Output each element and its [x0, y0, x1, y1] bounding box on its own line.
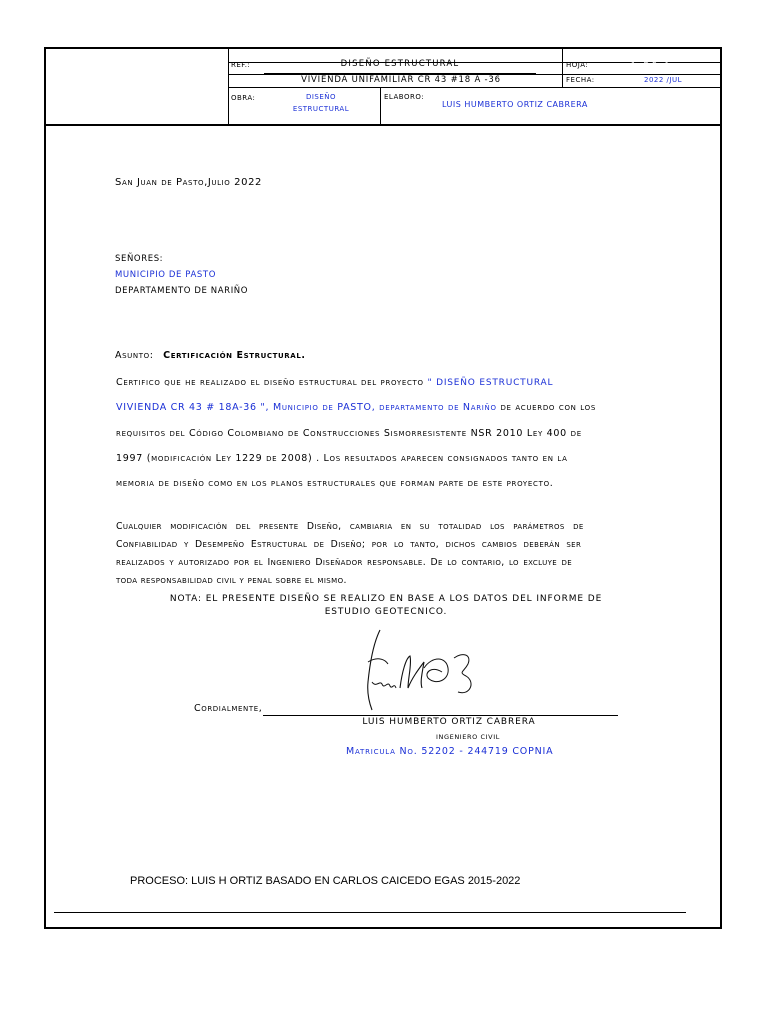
- subject-value: Certificación Estructural.: [163, 350, 306, 361]
- hoja-label: HOJA:: [566, 61, 589, 69]
- paragraph-2-line-1: Cualquier modificación del presente Diseño, cambiaria en su totalidad los parámetros de: [116, 521, 584, 532]
- ref-title-line-2: VIVIENDA UNIFAMILIAR CR 43 #18 A -36: [301, 75, 501, 85]
- signature-line: [263, 715, 618, 716]
- signer-license: Matricula No. 52202 - 244719 COPNIA: [346, 746, 554, 757]
- paragraph-2-line-2: Confiabilidad y Desempeño Estructural de Diseño; por lo tanto, dichos cambios deberán ser: [116, 539, 582, 550]
- recipient-line-1: MUNICIPIO DE PASTO: [115, 270, 216, 280]
- project-name-part-2: VIVIENDA CR 43 # 18A-36 ", Municipio de PASTO, departamento de Nariño: [116, 402, 497, 413]
- p1-l1-text: Certifico que he realizado el diseño estructural del proyecto: [116, 377, 424, 388]
- paragraph-1-line-2: [116, 402, 596, 413]
- p1-l2-text: de acuerdo con los: [500, 402, 597, 413]
- signer-title: INGENIERO CIVIL: [436, 733, 500, 741]
- obra-value-line-2: ESTRUCTURAL: [292, 105, 350, 113]
- ref-label: REF.:: [231, 61, 251, 69]
- recipient-line-2: DEPARTAMENTO DE NARIÑO: [115, 286, 249, 296]
- salutation: SEÑORES:: [115, 254, 164, 264]
- subject-label: Asunto:: [115, 350, 154, 361]
- note-line-1: NOTA: EL PRESENTE DISEÑO SE REALIZO EN BASE A LOS DATOS DEL INFORME DE: [169, 594, 603, 604]
- paragraph-2-line-3: realizados y autorizado por el Ingeniero Diseñador responsable. De lo contario, lo excluye de: [116, 557, 573, 568]
- place-date: San Juan de Pasto,Julio 2022: [115, 177, 263, 188]
- process-footer: PROCESO: LUIS H ORTIZ BASADO EN CARLOS CAICEDO EGAS 2015-2022: [130, 875, 521, 887]
- note: [106, 593, 666, 619]
- project-name-part-1: " DISEÑO ESTRUCTURAL: [427, 378, 554, 388]
- paragraph-1-line-5: memoria de diseño como en los planos estructurales que forman parte de este proyecto.: [116, 478, 554, 489]
- document-sheet: [44, 47, 722, 929]
- paragraph-1-line-1: [116, 377, 553, 388]
- fecha-label: FECHA:: [566, 76, 595, 84]
- paragraph-2-line-4: toda responsabilidad civil y penal sobre el mismo.: [116, 575, 347, 586]
- elaboro-value: LUIS HUMBERTO ORTIZ CABRERA: [442, 100, 588, 109]
- elaboro-label: ELABORO:: [384, 93, 425, 101]
- title-block: [46, 49, 720, 126]
- footer-rule: [54, 912, 686, 913]
- signer-name: LUIS HUMBERTO ORTIZ CABRERA: [362, 717, 536, 727]
- obra-value-line-1: DISEÑO: [305, 93, 337, 101]
- hoja-value: 1 DE 1: [631, 61, 673, 69]
- subject-line: [115, 350, 306, 361]
- paragraph-1-line-3: requisitos del Código Colombiano de Construcciones Sismorresistente NSR 2010 Ley 400 de: [116, 428, 582, 439]
- fecha-value: 2022 /JUL: [644, 76, 682, 84]
- obra-label: OBRA:: [231, 94, 256, 102]
- note-line-2: ESTUDIO GEOTECNICO.: [324, 607, 448, 617]
- closing: Cordialmente,: [194, 703, 263, 714]
- paragraph-1-line-4: 1997 (modificación Ley 1229 de 2008) . Los resultados aparecen consignados tanto en la: [116, 453, 568, 464]
- handwritten-signature: [336, 622, 496, 712]
- ref-title-line-1: DISEÑO ESTRUCTURAL: [340, 59, 460, 69]
